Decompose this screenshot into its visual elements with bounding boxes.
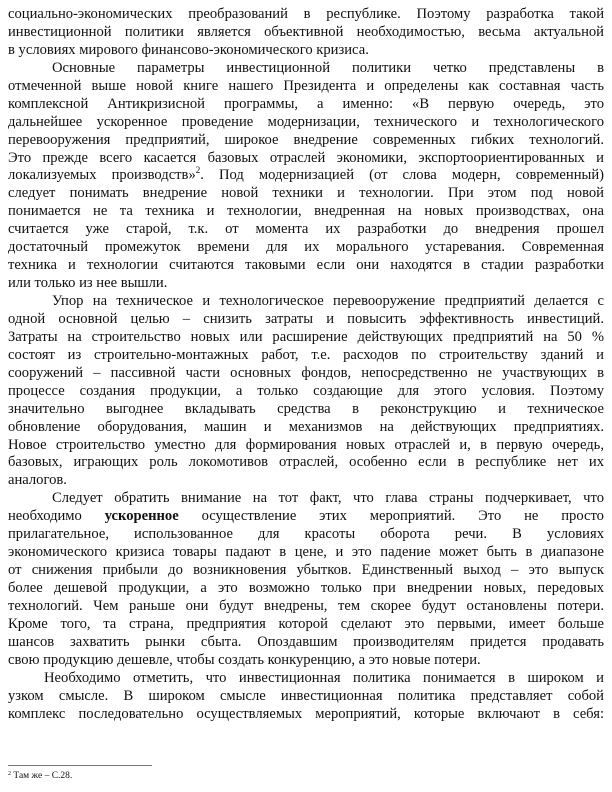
text-line: комплекс последовательно осуществляемых мероприятий, которые включают в себя: [8,705,604,722]
text-line: социально-экономических преобразований в республике. Поэтому разработка такой [8,6,604,22]
text-line: свою продукцию дешевле, чтобы создать конкуренцию, а это новые потери. [8,651,481,668]
text-line: процессе создания продукции, а только создающие для этого условия. Поэтому [8,382,604,399]
text-line: узком смысле. В широком смысле инвестиционная политика представляет собой [8,687,604,704]
text-fragment: . Под модернизацией (от слова модерн, современный) [200,167,604,184]
text-line: техника и технологии считаются таковыми если они находятся в стадии разработки [8,257,604,274]
text-line: прилагательное, использованное для красоты оборота речи. В условиях [8,526,604,543]
text-line: шансов захватить рынки сбыта. Опоздавшим производителям придется продавать [8,633,604,650]
paragraph-start-line: Упор на техническое и технологическое перевооружение предприятий делается с [52,293,604,309]
footnote-separator [8,765,152,766]
footnote-text: Там же – С.28. [11,771,73,781]
text-line: аналогов. [8,472,67,489]
paragraph-start-line: Основные параметры инвестиционной политики четко представлены в [52,59,604,76]
text-line-with-footnote-ref [8,167,604,185]
text-line: следует понимать внедрение новой техники и технологии. При этом под новой [8,185,604,202]
text-line: от снижения прибыли до возникновения убытков. Единственный выход – это выпуск [8,562,604,579]
text-line: достаточный промежуток времени для их морального устаревания. Современная [8,239,604,256]
text-fragment: локализуемых производств» [8,167,196,184]
footnote-marker: 2 [8,771,11,777]
text-line: экономического кризиса товары падают в цене, и это падение может быть в диапазоне [8,544,604,561]
text-line: комплексной Антикризисной программы, а именно: «В первую очередь, это [8,95,604,112]
text-line: перевооружения предприятий, широкое внедрение современных гибких технологий. [8,131,604,148]
text-line: сооружений – пассивной части основных фондов, непосредственно не участвующих в [8,364,604,381]
paragraph-start-line: Необходимо отметить, что инвестиционная политика понимается в широком и [44,669,604,686]
text-line: Затраты на строительство новых или расширение действующих предприятий на 50 % [8,328,604,345]
text-line: в условиях мирового финансово-экономического кризиса. [8,41,369,58]
text-line: более дешевой продукции, а это возможно только при внедрении новых, передовых [8,580,604,596]
text-line: или только из нее вышли. [8,275,168,292]
text-fragment: необходимо [8,508,105,525]
text-line: считается уже старой, т.к. от момента их разработки до внедрения прошел [8,221,604,238]
text-line-with-emphasis [8,508,604,526]
footnote-reference[interactable]: 2 [195,165,201,176]
emphasized-word: ускоренное [104,508,179,525]
text-line: отмеченной выше новой книге нашего Президента и определены как составная часть [8,77,604,94]
text-line: Кроме того, та страна, предприятия которой сделают это первыми, имеет больше [8,615,604,632]
text-fragment: осуществление этих мероприятий. Это не просто [178,508,604,525]
text-line: одной основной целью – снизить затраты и повысить эффективность инвестиций. [8,310,604,327]
text-line: дальнейшее ускоренное проведение модернизации, технического и технологического [8,113,604,130]
text-line: состоят из строительно-монтажных работ, т.е. расходов по строительству зданий и [8,346,604,363]
footnote [8,770,72,782]
text-line: обновление оборудования, машин и механизмов на действующих предприятиях. [8,418,604,435]
document-body [8,6,604,724]
text-line: инвестиционной политики является объективной необходимостью, весьма актуальной [8,23,604,40]
text-line: понимается не та техника и технологии, внедренная на новых производствах, она [8,203,604,220]
text-line: технологий. Чем раньше они будут внедрены, тем скорее будут остановлены потери. [8,597,604,614]
text-line: базовых, играющих роль локомотивов отраслей, особенно если в республике нет их [8,454,604,471]
text-line: Новое строительство уместно для формирования новых отраслей и, в первую очередь, [8,436,604,453]
text-line: Это прежде всего касается базовых отраслей экономики, экспортоориентированных и [8,149,604,166]
paragraph-start-line: Следует обратить внимание на тот факт, что глава страны подчеркивает, что [52,490,604,507]
text-line: значительно выгоднее вкладывать средства в реконструкцию и техническое [8,400,604,417]
